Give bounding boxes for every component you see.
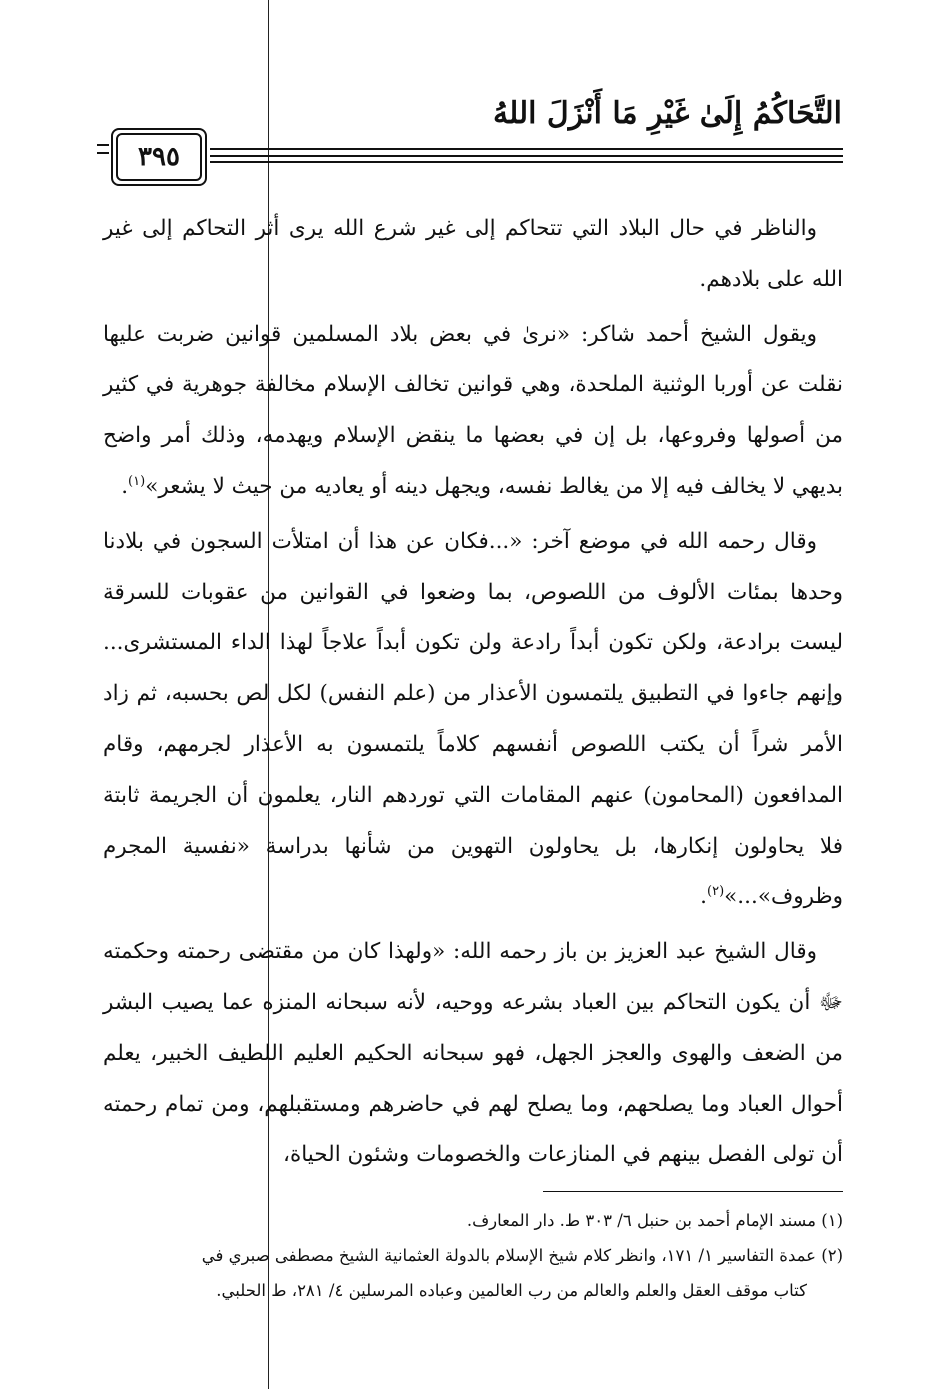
footnote-ref-1: (١) — [128, 473, 146, 489]
header-rule-top — [210, 148, 843, 150]
footnote-2-line-1: (٢) عمدة التفاسير ١/ ١٧١، وانظر كلام شيخ الإسلام بالدولة العثمانية الشيخ مصطفى صبري في — [201, 1246, 843, 1265]
paragraph-4: وقال الشيخ عبد العزيز بن باز رحمه الله: «ولهذا كان من مقتضى رحمته وحكمته ﷻ أن يكون التحاكم بين العباد بشرعه ووحيه، لأنه سبحانه المنزه عما يصيب البشر من الضعف والهوى والعجز الجهل، فهو سبحانه الحكيم العليم اللطيف الخبير، يعلم أحوال العباد وما يصلحهم، وما يصلح لهم في حاضرهم ومستقبلهم، ومن تمام رحمته أن تولى الفصل بينهم في المنازعات والخصومات وشئون الحياة، — [103, 939, 843, 1168]
main-text — [103, 204, 843, 1181]
header-rule-end-mark — [97, 144, 109, 154]
footnote-1: (١) مسند الإمام أحمد بن حنبل ٦/ ٣٠٣ ط. دار المعارف. — [466, 1211, 843, 1230]
header-rule-middle — [210, 155, 843, 157]
paragraph-2-text: ويقول الشيخ أحمد شاكر: «نرىٰ في بعض بلاد المسلمين قوانين ضربت عليها نقلت عن أوربا الوثنية الملحدة، وهي قوانين تخالف الإسلام مخالفة جوهرية في كثير من أصولها وفروعها، بل إن في بعضها ما ينقض الإسلام ويهدمه، وذلك أمر واضح بديهي لا يخالف فيه إلا من يغالط نفسه، ويجهل دينه أو يعاديه من حيث لا يشعر» — [103, 321, 843, 499]
footnotes — [96, 1203, 843, 1308]
paragraph-3-end: . — [700, 884, 708, 910]
paragraph-1: والناظر في حال البلاد التي تتحاكم إلى غير شرع الله يرى أثر التحاكم إلى غير الله على بلادهم. — [103, 216, 843, 292]
page-number: ٣٩٥ — [116, 133, 202, 181]
paragraph-3 — [103, 517, 843, 923]
paragraph-2 — [103, 310, 843, 513]
footnote-2-line-2: كتاب موقف العقل والعلم والعالم من رب العالمين وعباده المرسلين ٤/ ٢٨١، ط الحلبي. — [216, 1281, 807, 1300]
header-rule-bottom — [210, 161, 843, 163]
footnote-separator — [543, 1191, 843, 1192]
footnote-ref-2: (٢) — [707, 884, 725, 900]
paragraph-2-end: . — [121, 473, 129, 499]
paragraph-3-text: وقال رحمه الله في موضع آخر: «...فكان عن هذا أن امتلأت السجون في بلادنا وحدها بمئات الألوف من اللصوص، بما وضعوا في القوانين من عقوبات للسرقة ليست برادعة، ولكن تكون أبداً رادعة ولن تكون أبداً علاجاً لهذا الداء المستشرى... وإنهم جاءوا في التطبيق يلتمسون الأعذار من (علم النفس) لكل لص بحسبه، ثم زاد الأمر شراً أن يكتب اللصوص أنفسهم كلاماً يلتمسون به الأعذار لجرمهم، وقام المدافعون (المحامون) عنهم المقامات التي توردهم النار، يعلمون أن الجريمة ثابتة فلا يحاولون إنكارها، بل يحاولون التهوين من شأنها بدراسة «نفسية المجرم وظروف»...» — [103, 528, 843, 910]
running-title: التَّحَاكُمُ إِلَىٰ غَيْرِ مَا أَنْزَلَ اللهُ — [492, 96, 842, 131]
